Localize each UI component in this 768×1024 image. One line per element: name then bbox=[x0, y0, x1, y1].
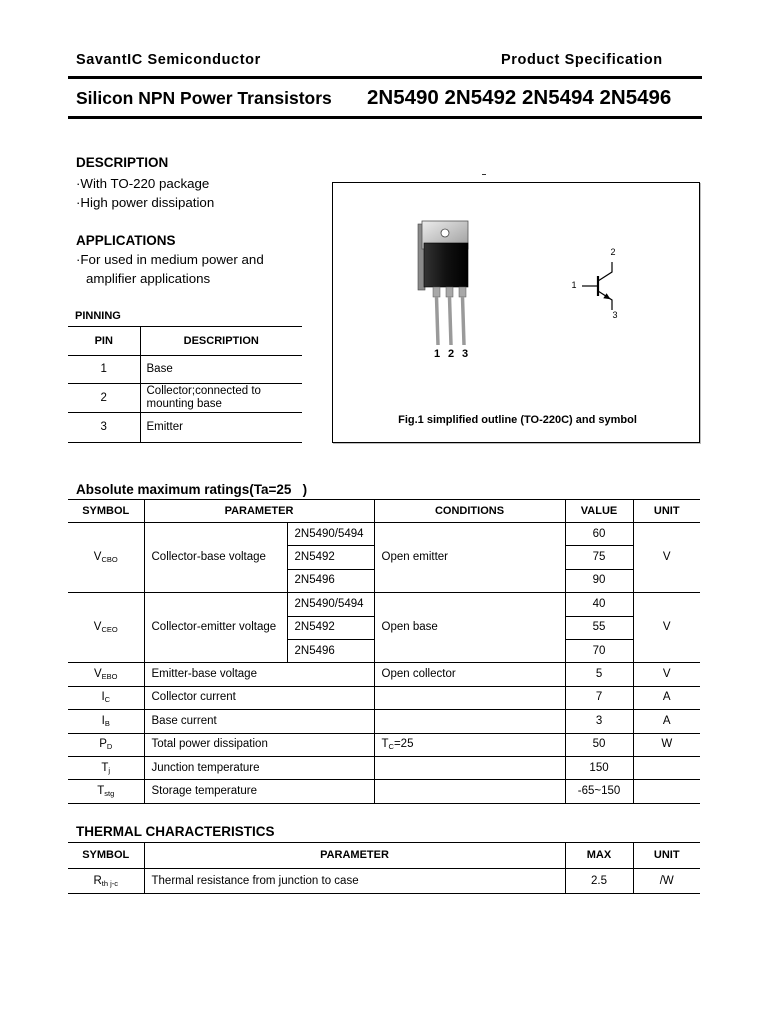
symbol-label-base: 1 bbox=[571, 280, 577, 290]
parameter-cell: Collector-emitter voltage bbox=[144, 593, 287, 663]
value-cell: 50 bbox=[565, 733, 633, 756]
pin-description bbox=[140, 384, 302, 413]
package-pin-label: 2 bbox=[447, 348, 455, 360]
symbol-subscript: D bbox=[106, 742, 113, 752]
value-cell: 7 bbox=[565, 686, 633, 709]
package-lead-3 bbox=[463, 297, 465, 345]
symbol-letter: R bbox=[93, 874, 102, 887]
condition-subscript: C bbox=[388, 742, 394, 752]
applications-heading: APPLICATIONS bbox=[76, 232, 176, 248]
symbol-letter: V bbox=[93, 668, 102, 681]
npn-transistor-symbol bbox=[582, 262, 612, 310]
unit-cell: V bbox=[633, 593, 700, 663]
applications-line: ·For used in medium power and bbox=[76, 251, 264, 267]
description-item: ·With TO-220 package bbox=[76, 175, 210, 191]
parameter-cell: Collector-base voltage bbox=[144, 523, 287, 593]
table-row bbox=[68, 523, 700, 546]
symbol-letter: T bbox=[101, 761, 109, 774]
absolute-max-ratings-heading: Absolute maximum ratings(Ta=25 ) bbox=[76, 481, 308, 497]
conditions-cell bbox=[374, 686, 565, 709]
value-cell: 5 bbox=[565, 663, 633, 686]
table-row bbox=[68, 593, 700, 616]
package-pin-label: 3 bbox=[461, 348, 469, 360]
conditions-cell bbox=[374, 710, 565, 733]
max-cell: 2.5 bbox=[565, 869, 633, 894]
column-header-value: VALUE bbox=[565, 500, 633, 523]
symbol-cell bbox=[68, 710, 144, 733]
condition-value: =25 bbox=[393, 738, 414, 751]
symbol-subscript: C bbox=[104, 695, 111, 705]
pin-description-line: Emitter bbox=[146, 421, 183, 433]
conditions-cell: Open emitter bbox=[374, 523, 565, 593]
symbol-emitter-arrow bbox=[603, 293, 610, 299]
column-header-max: MAX bbox=[565, 843, 633, 869]
product-title: Silicon NPN Power Transistors bbox=[76, 88, 332, 108]
parameter-cell: Junction temperature bbox=[144, 756, 374, 779]
symbol-letter: P bbox=[99, 738, 107, 751]
value-cell: 60 bbox=[565, 523, 633, 546]
package-lead-2 bbox=[450, 297, 452, 345]
symbol-cell bbox=[68, 869, 144, 894]
company-name: SavantIC Semiconductor bbox=[76, 52, 261, 68]
package-lead-1 bbox=[437, 297, 439, 345]
conditions-cell bbox=[374, 733, 565, 756]
thermal-table bbox=[68, 842, 700, 894]
conditions-cell: Open base bbox=[374, 593, 565, 663]
value-cell: 40 bbox=[565, 593, 633, 616]
symbol-subscript: th j-c bbox=[101, 878, 119, 888]
symbol-cell bbox=[68, 733, 144, 756]
parameter-cell: Collector current bbox=[144, 686, 374, 709]
value-cell: 3 bbox=[565, 710, 633, 733]
absolute-max-ratings-table bbox=[68, 499, 700, 804]
type-cell: 2N5496 bbox=[287, 639, 374, 662]
symbol-letter: V bbox=[93, 621, 102, 634]
symbol-cell bbox=[68, 663, 144, 686]
unit-cell: A bbox=[633, 686, 700, 709]
column-header-unit: UNIT bbox=[633, 500, 700, 523]
description-item: ·High power dissipation bbox=[76, 194, 215, 210]
column-header-description: DESCRIPTION bbox=[140, 327, 302, 356]
stray-mark bbox=[482, 174, 486, 175]
applications-line: amplifier applications bbox=[86, 270, 211, 286]
type-cell: 2N5490/5494 bbox=[287, 523, 374, 546]
type-cell: 2N5492 bbox=[287, 616, 374, 639]
type-cell: 2N5490/5494 bbox=[287, 593, 374, 616]
pin-number: 1 bbox=[68, 356, 140, 384]
table-row bbox=[68, 710, 700, 733]
symbol-cell bbox=[68, 780, 144, 803]
pin-description-line: Base bbox=[146, 363, 173, 375]
pinning-table bbox=[68, 326, 302, 443]
table-header-row bbox=[68, 500, 700, 523]
pinning-header-row bbox=[68, 327, 302, 356]
pin-number: 2 bbox=[68, 384, 140, 413]
table-row bbox=[68, 756, 700, 779]
figure-caption: Fig.1 simplified outline (TO-220C) and symbol bbox=[398, 414, 637, 426]
parameter-cell: Storage temperature bbox=[144, 780, 374, 803]
parameter-cell: Emitter-base voltage bbox=[144, 663, 374, 686]
to220-package-image bbox=[418, 221, 468, 345]
package-lead-shoulder bbox=[459, 287, 466, 297]
value-cell: -65~150 bbox=[565, 780, 633, 803]
column-header-symbol: SYMBOL bbox=[68, 500, 144, 523]
pin-number: 3 bbox=[68, 413, 140, 443]
conditions-cell: Open collector bbox=[374, 663, 565, 686]
figure-box bbox=[332, 182, 700, 443]
unit-cell: A bbox=[633, 710, 700, 733]
table-row bbox=[68, 686, 700, 709]
pinning-row bbox=[68, 384, 302, 413]
header-rule-top bbox=[68, 76, 702, 79]
unit-cell: V bbox=[633, 523, 700, 593]
symbol-collector-lead bbox=[598, 262, 612, 281]
part-numbers: 2N5490 2N5492 2N5494 2N5496 bbox=[367, 86, 672, 109]
column-header-parameter: PARAMETER bbox=[144, 843, 565, 869]
column-header-unit: UNIT bbox=[633, 843, 700, 869]
symbol-cell bbox=[68, 756, 144, 779]
parameter-cell: Total power dissipation bbox=[144, 733, 374, 756]
symbol-letter: V bbox=[93, 551, 102, 564]
parameter-cell: Base current bbox=[144, 710, 374, 733]
pin-description bbox=[140, 413, 302, 443]
value-cell: 75 bbox=[565, 546, 633, 569]
symbol-subscript: EBO bbox=[101, 672, 118, 682]
symbol-subscript: CBO bbox=[101, 555, 118, 565]
pin-description-line: Collector;connected to bbox=[146, 385, 261, 397]
value-cell: 70 bbox=[565, 639, 633, 662]
pin-description-line: mounting base bbox=[146, 398, 222, 410]
column-header-pin: PIN bbox=[68, 327, 140, 356]
column-header-parameter: PARAMETER bbox=[144, 500, 374, 523]
unit-cell: W bbox=[633, 733, 700, 756]
table-header-row bbox=[68, 843, 700, 869]
condition-letter: T bbox=[381, 738, 389, 751]
package-mounting-hole bbox=[441, 229, 449, 237]
package-lead-shoulder bbox=[433, 287, 440, 297]
symbol-letter: I bbox=[101, 714, 105, 727]
description-heading: DESCRIPTION bbox=[76, 155, 169, 170]
unit-cell: V bbox=[633, 663, 700, 686]
symbol-letter: T bbox=[97, 784, 105, 797]
thermal-heading: THERMAL CHARACTERISTICS bbox=[76, 823, 275, 839]
pinning-row bbox=[68, 413, 302, 443]
symbol-emitter-lead bbox=[598, 291, 612, 310]
parameter-cell: Thermal resistance from junction to case bbox=[144, 869, 565, 894]
pinning-heading: PINNING bbox=[75, 309, 121, 322]
figure-drawing bbox=[333, 183, 699, 442]
type-cell: 2N5496 bbox=[287, 569, 374, 592]
symbol-letter: I bbox=[101, 691, 105, 704]
value-cell: 90 bbox=[565, 569, 633, 592]
table-row bbox=[68, 663, 700, 686]
value-cell: 55 bbox=[565, 616, 633, 639]
symbol-subscript: CEO bbox=[101, 625, 118, 635]
symbol-label-collector: 2 bbox=[610, 247, 616, 257]
package-pin-label: 1 bbox=[433, 348, 441, 360]
unit-cell bbox=[633, 780, 700, 803]
unit-cell bbox=[633, 756, 700, 779]
symbol-cell bbox=[68, 593, 144, 663]
package-body bbox=[424, 243, 468, 287]
column-header-conditions: CONDITIONS bbox=[374, 500, 565, 523]
symbol-subscript: stg bbox=[104, 788, 115, 798]
unit-cell: /W bbox=[633, 869, 700, 894]
symbol-subscript: j bbox=[108, 765, 111, 775]
conditions-cell bbox=[374, 756, 565, 779]
symbol-subscript: B bbox=[104, 718, 110, 728]
conditions-cell bbox=[374, 780, 565, 803]
symbol-label-emitter: 3 bbox=[612, 310, 618, 320]
package-lead-shoulder bbox=[446, 287, 453, 297]
pinning-row bbox=[68, 356, 302, 384]
value-cell: 150 bbox=[565, 756, 633, 779]
type-cell: 2N5492 bbox=[287, 546, 374, 569]
table-row bbox=[68, 733, 700, 756]
table-row bbox=[68, 869, 700, 894]
symbol-cell bbox=[68, 686, 144, 709]
header-rule-bottom bbox=[68, 116, 702, 119]
column-header-symbol: SYMBOL bbox=[68, 843, 144, 869]
table-row bbox=[68, 780, 700, 803]
document-type: Product Specification bbox=[501, 52, 663, 68]
symbol-cell bbox=[68, 523, 144, 593]
pin-description bbox=[140, 356, 302, 384]
